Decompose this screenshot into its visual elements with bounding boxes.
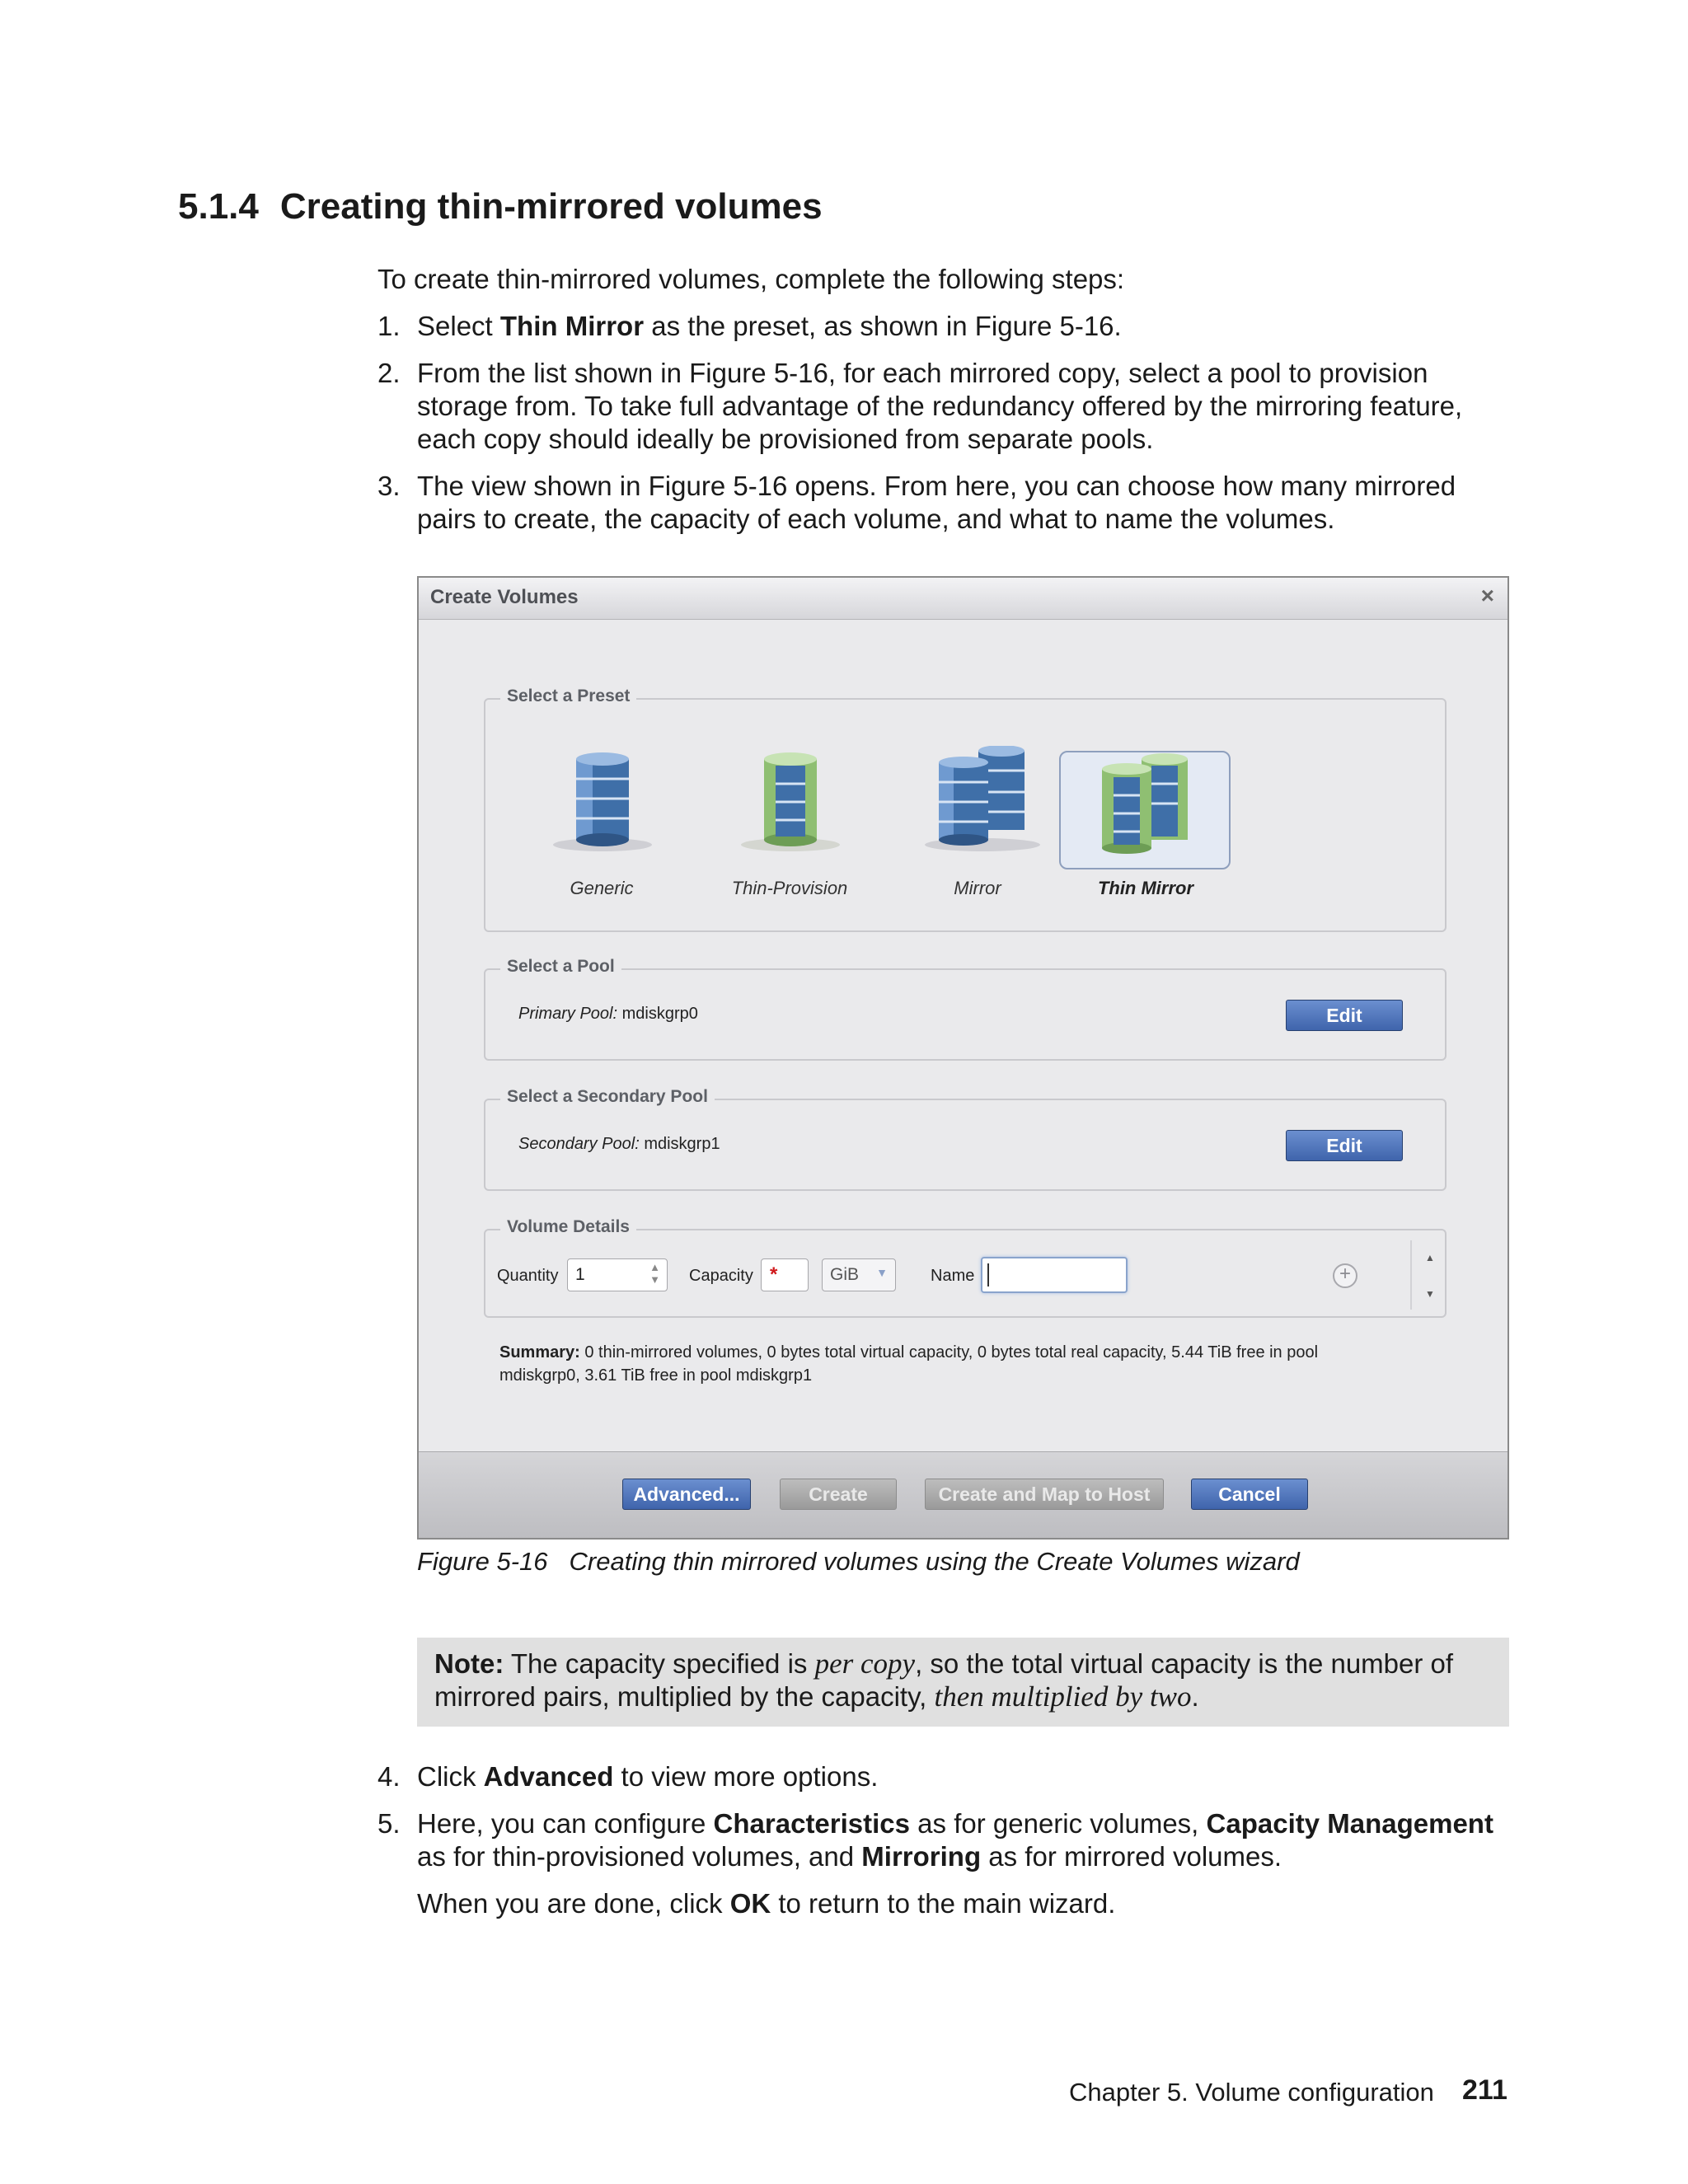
primary-pool-text: Primary Pool: mdiskgrp0 — [518, 1005, 698, 1023]
step-text-line: The view shown in Figure 5-16 opens. From here, you can choose how many mirrored — [417, 471, 1456, 501]
intro-paragraph: To create thin-mirrored volumes, complete the following steps: — [377, 264, 1125, 294]
quantity-stepper[interactable] — [567, 1258, 668, 1291]
create-and-map-button[interactable]: Create and Map to Host — [925, 1479, 1164, 1510]
note-line-2: mirrored pairs, multiplied by the capacity, then multiplied by two. — [434, 1680, 1199, 1713]
step-text-line: storage from. To take full advantage of the redundancy offered by the mirroring feature, — [417, 391, 1463, 421]
thin-database-icon — [733, 746, 848, 853]
footer-chapter: Chapter 5. Volume configuration — [1069, 2078, 1434, 2107]
note-box — [417, 1638, 1509, 1727]
step-text-line: When you are done, click OK to return to the main wizard. — [417, 1888, 1116, 1919]
step-text-line: Here, you can configure Characteristics as for generic volumes, Capacity Management — [417, 1808, 1493, 1839]
secondary-pool-group — [484, 1087, 1447, 1191]
quantity-value: 1 — [575, 1265, 585, 1284]
step-number: 3. — [377, 471, 401, 501]
figure-label: Figure 5-16 — [417, 1547, 548, 1576]
section-title: Creating thin-mirrored volumes — [279, 186, 823, 227]
mirror-database-icon — [921, 746, 1044, 853]
step-number: 5. — [377, 1808, 401, 1839]
scroll-down-icon[interactable]: ▼ — [1425, 1288, 1435, 1300]
preset-label: Thin-Provision — [731, 878, 848, 898]
step-number: 4. — [377, 1761, 401, 1792]
name-label: Name — [931, 1267, 975, 1285]
preset-label: Generic — [570, 878, 634, 898]
pool-group — [484, 957, 1447, 1061]
step-number: 2. — [377, 358, 401, 388]
quantity-label: Quantity — [497, 1267, 559, 1285]
capacity-input[interactable] — [761, 1258, 809, 1291]
database-icon — [545, 746, 660, 853]
step-number: 1. — [377, 311, 401, 341]
add-volume-icon[interactable]: + — [1333, 1263, 1357, 1288]
step-text-line: each copy should ideally be provisioned from separate pools. — [417, 424, 1154, 454]
preset-group — [484, 687, 1447, 932]
scroll-divider — [1410, 1240, 1412, 1310]
edit-secondary-pool-button[interactable]: Edit — [1286, 1130, 1403, 1161]
pool-group-legend: Select a Pool — [500, 957, 621, 977]
step-text-line: as for thin-provisioned volumes, and Mirroring as for mirrored volumes. — [417, 1841, 1282, 1872]
secondary-pool-group-legend: Select a Secondary Pool — [500, 1087, 715, 1107]
dialog-footer — [419, 1451, 1507, 1540]
preset-thin-provision[interactable] — [703, 739, 876, 912]
chevron-down-icon: ▼ — [876, 1266, 888, 1279]
edit-primary-pool-button[interactable]: Edit — [1286, 1000, 1403, 1031]
spinner-arrows-icon[interactable]: ▲ ▼ — [649, 1261, 660, 1286]
capacity-label: Capacity — [689, 1267, 753, 1285]
advanced-button[interactable]: Advanced... — [622, 1479, 751, 1510]
preset-generic[interactable] — [515, 739, 688, 912]
step-text-line: From the list shown in Figure 5-16, for each mirrored copy, select a pool to provision — [417, 358, 1428, 388]
section-heading — [178, 186, 823, 227]
summary-text: Summary: 0 thin-mirrored volumes, 0 bytes total virtual capacity, 0 bytes total real capacity, 5.44 TiB free in pool mdiskgrp0, 3.61 TiB free in pool mdiskgrp1 — [499, 1343, 1319, 1385]
volume-details-group — [484, 1217, 1447, 1318]
preset-label: Mirror — [954, 878, 1001, 898]
create-button[interactable]: Create — [780, 1479, 897, 1510]
volume-details-legend: Volume Details — [500, 1217, 636, 1237]
note-line-1: Note: The capacity specified is per copy, so the total virtual capacity is the number of — [434, 1647, 1454, 1680]
cancel-button[interactable]: Cancel — [1191, 1479, 1308, 1510]
close-icon[interactable]: × — [1480, 583, 1494, 608]
preset-label: Thin Mirror — [1097, 878, 1194, 898]
page-number: 211 — [1462, 2074, 1507, 2106]
scroll-up-icon[interactable]: ▲ — [1425, 1252, 1435, 1263]
unit-value: GiB — [830, 1265, 860, 1284]
create-volumes-dialog — [417, 576, 1509, 1540]
thin-mirror-database-icon — [1084, 751, 1207, 858]
secondary-pool-text: Secondary Pool: mdiskgrp1 — [518, 1135, 720, 1153]
required-marker: * — [770, 1263, 778, 1286]
preset-mirror[interactable] — [891, 739, 1064, 912]
dialog-title: Create Volumes — [430, 586, 579, 608]
step-text-line: pairs to create, the capacity of each volume, and what to name the volumes. — [417, 504, 1335, 534]
preset-group-legend: Select a Preset — [500, 687, 636, 706]
step-text: Click Advanced to view more options. — [417, 1761, 879, 1792]
figure-caption — [417, 1547, 1300, 1577]
text-cursor — [987, 1263, 989, 1286]
unit-select[interactable] — [822, 1258, 896, 1291]
preset-thin-mirror[interactable] — [1059, 751, 1232, 924]
section-number: 5.1.4 — [178, 186, 259, 227]
dialog-titlebar — [419, 578, 1507, 620]
step-text: Select Thin Mirror as the preset, as shown in Figure 5-16. — [417, 311, 1122, 341]
name-input[interactable] — [981, 1257, 1128, 1293]
figure-caption-text: Creating thin mirrored volumes using the Create Volumes wizard — [569, 1547, 1300, 1576]
